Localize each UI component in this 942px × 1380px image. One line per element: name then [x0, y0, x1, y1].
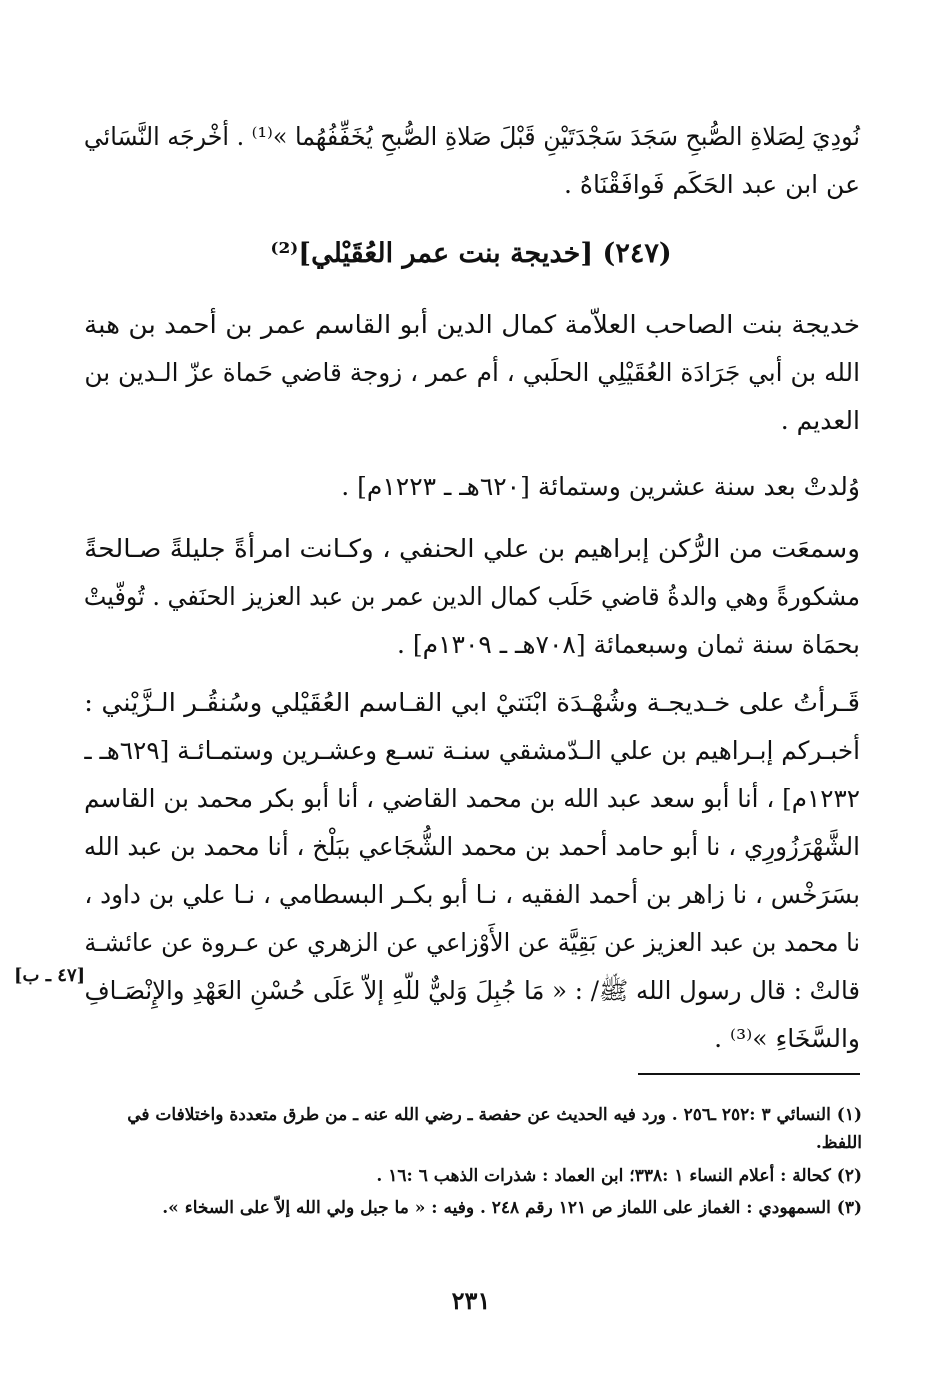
- paragraph-line: أخبـركم إبـراهيم بن علي الـدّمشقي سنـة تسـع وعشـرين وستمـائـة [٦٢٩هـ ـ: [84, 736, 860, 765]
- page-number: ٢٣١: [451, 1286, 491, 1315]
- paragraph-line: بسَرَخْس ، نا زاهر بن أحمد الفقيه ، نـا أبو بكـر البسطامي ، نـا علي بن داود ،: [84, 880, 861, 909]
- paragraph-line: قَـرأتُ على خـديجـة وشُهْـدَة ابْنَتيْ ابي القـاسم العُقَيْلي وسُنقُـر الـزَّيْني :: [84, 688, 860, 717]
- footnote-separator: [638, 1073, 860, 1075]
- intro-text: [84, 120, 860, 216]
- paragraph-line: نا محمد بن عبد العزيز عن بَقِيَّة عن الأَوْزاعي عن الزهري عن عـروة عن عائشـة: [84, 928, 860, 957]
- paragraph-line: مشكورةً وهي والدةُ قاضي حَلَب كمال الدين عمر بن عبد العزيز الحنَفي . تُوفّيتْ: [83, 582, 860, 611]
- paragraph-line: ١٢٣٢م] ، أنا أبو سعد عبد الله بن محمد القاضي ، أنا أبو بكر محمد بن القاسم: [84, 784, 860, 813]
- paragraph-line: العديم .: [780, 406, 860, 435]
- footnote-1-continuation: اللفظ.: [815, 1133, 862, 1153]
- paragraph-biography: [84, 308, 860, 452]
- paragraph-line: الشَّهْرَزُورِي ، نا أبو حامد أحمد بن محمد الشُّجَاعي ببَلْخ ، أنا محمد بن عبد الله: [83, 832, 860, 861]
- paragraph-hadith: [84, 686, 860, 1070]
- paragraph-line: قالتْ : قال رسول الله ﷺ/ : « مَا جُبِلَ وَليٌّ للّهِ إلاّ عَلَى حُسْنِ العَهْدِ والإِنْصَـافِ: [84, 976, 860, 1005]
- intro-line-2: عن ابن عبد الحَكَم فَوافَقْنَاهُ .: [564, 170, 860, 199]
- paragraph-line: الله بن أبي جَرَادَة العُقَيْلِي الحلَبي ، أم عمر ، زوجة قاضي حَماة عزّ الـدين بن: [84, 358, 861, 387]
- paragraph-line: وسمعَت من الرُّكن إبراهيم بن علي الحنفي ، وكـانت امرأةً جليلةً صـالحةً: [84, 534, 860, 563]
- paragraph-line: والسَّخَاءِ »⁽³⁾ .: [714, 1024, 860, 1053]
- intro-line-1: نُودِيَ لِصَلاةِ الصُّبحِ سَجَدَ سَجْدَتَيْنِ قَبْلَ صَلاةِ الصُّبحِ يُخَفِّفُهُما »⁽¹⁾ . أخْرجَه النَّسَائي: [83, 122, 860, 151]
- footnote-3: (٣) السمهودي : الغماز على اللماز ص ١٢١ رقم ٢٤٨ . وفيه : « ما جبل ولي الله إلاّ على السخاء ».: [162, 1198, 862, 1218]
- paragraph-birth: [84, 470, 860, 518]
- footnote-1: (١) النسائي ٣ :٢٥٢ ـ٢٥٦ . ورد فيه الحديث عن حفصة ـ رضي الله عنه ـ من طرق متعددة واختلافات في: [127, 1105, 862, 1125]
- footnote-2: (٢) كحالة : أعلام النساء ١ :٣٣٨؛ ابن العماد : شذرات الذهب ٦ :١٦ .: [376, 1166, 862, 1186]
- paragraph-line: خديجة بنت الصاحب العلاّمة كمال الدين أبو القاسم عمر بن أحمد بن هبة: [84, 310, 861, 339]
- entry-heading: (٢٤٧) [خديجة بنت عمر العُقَيْلي]⁽²⁾: [270, 238, 672, 269]
- manuscript-folio-ref: [٤٧ ـ ب]: [14, 965, 86, 986]
- paragraph-hearing-death: [84, 532, 860, 676]
- paragraph-line: بحمَاة سنة ثمان وسبعمائة [٧٠٨هـ ـ ١٣٠٩م] .: [396, 630, 860, 659]
- paragraph-line: وُلدتْ بعد سنة عشرين وستمائة [٦٢٠هـ ـ ١٢٢٣م] .: [341, 472, 860, 501]
